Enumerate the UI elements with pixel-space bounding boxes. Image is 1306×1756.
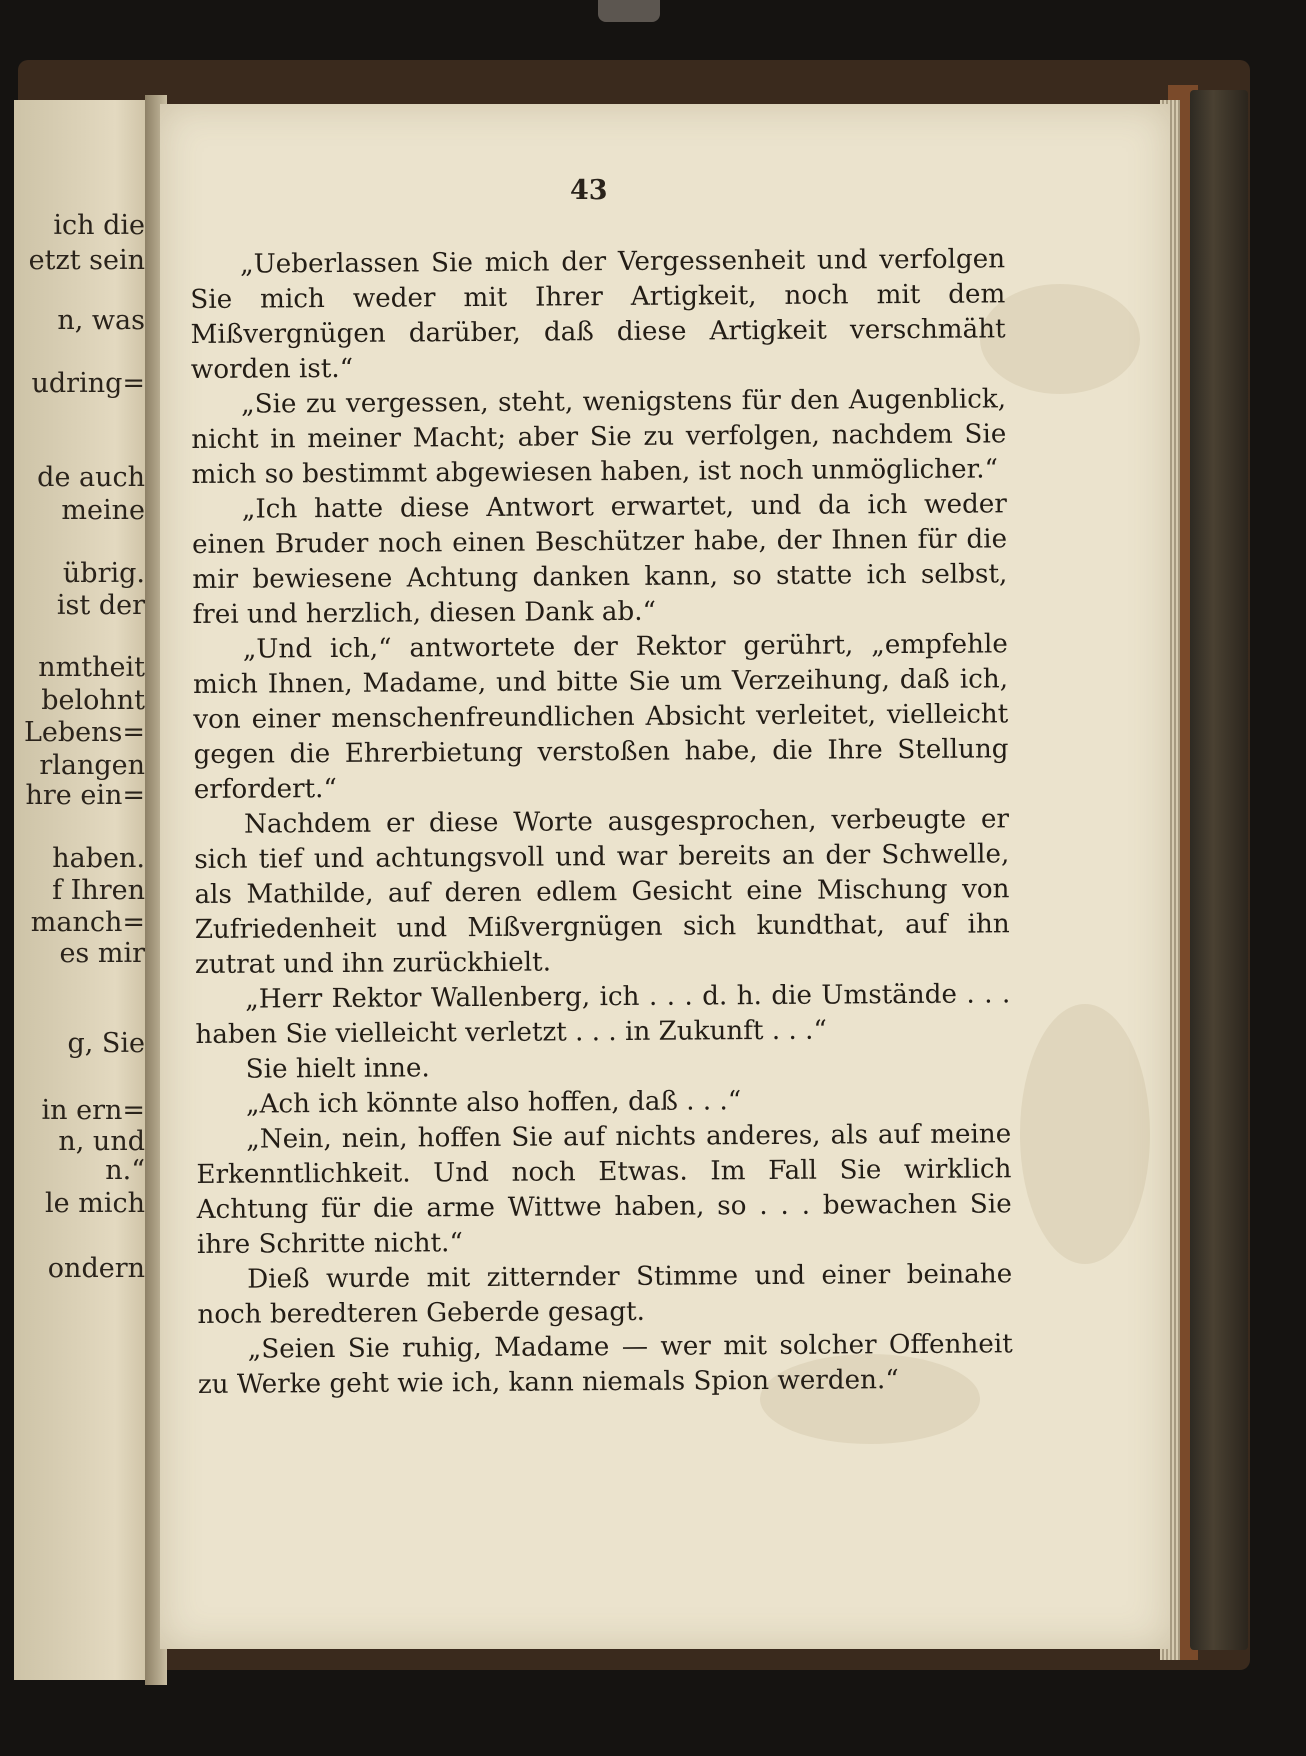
paragraph: Sie hielt inne. [245,1053,430,1085]
page-body-text [190,242,1013,1403]
paragraph: Nachdem er diese Worte ausgesprochen, verbeugte er sich tief und achtungsvoll und war bereits an der Schwelle, als Mathilde, auf deren edlem Gesicht eine Mischung von Zufriedenheit und Mißvergnügen sich kundthat, auf ihn zutrat und ihn zurückhielt. [194,804,1010,980]
prev-line: udring= [31,368,145,399]
prev-line: manch= [30,907,145,938]
prev-line: es mir [59,938,145,969]
paragraph: „Ich hatte diese Antwort erwartet, und da ich weder einen Bruder noch einen Beschützer habe, der Ihnen für die mir bewiesene Achtung danken kann, so statte ich selbst, frei und herzlich, diesen Dank ab.“ [191,489,1008,630]
paragraph: „Seien Sie ruhig, Madame — wer mit solcher Offenheit zu Werke geht wie ich, kann niemals Spion werden.“ [197,1329,1013,1400]
previous-page [14,100,159,1680]
paragraph: Dieß wurde mit zitternder Stimme und einer beinahe noch beredteren Geberde gesagt. [197,1259,1013,1330]
prev-line: g, Sie [67,1028,145,1059]
prev-line: übrig. [62,558,145,589]
page-number: 43 [570,175,608,206]
prev-line: in ern= [41,1095,145,1126]
prev-line: belohnt [41,685,145,716]
prev-line: nmtheit [38,652,145,683]
prev-line: le mich [45,1188,145,1219]
paragraph: „Nein, nein, hoffen Sie auf nichts anderes, als auf meine Erkenntlichkeit. Und noch Etwas. Im Fall Sie wirklich Achtung für die arme Wittwe haben, so . . . bewachen Sie ihre Schritte nicht.“ [196,1119,1012,1260]
prev-line: n.“ [105,1155,145,1186]
prev-line: n, was [57,305,145,336]
paper-stain [1020,1004,1150,1264]
paragraph: „Herr Rektor Wallenberg, ich . . . d. h. die Umstände . . . haben Sie vielleicht verletzt . . . in Zukunft . . .“ [195,979,1011,1050]
prev-line: Lebens= [23,717,145,748]
book-clasp [598,0,660,22]
prev-line: rlangen [39,750,145,781]
prev-line: f Ihren [52,875,145,906]
paragraph: „Und ich,“ antwortete der Rektor gerührt, „empfehle mich Ihnen, Madame, und bitte Sie um Verzeihung, daß ich, von einer menschenfreundlichen Absicht verleitet, vielleicht gegen die Ehrerbietung verstoßen habe, die Ihre Stellung erfordert.“ [192,629,1009,805]
prev-line: ondern [47,1253,145,1284]
prev-line: n, und [58,1126,145,1157]
prev-line: hre ein= [25,780,145,811]
prev-line: haben. [52,843,145,874]
prev-line: meine [61,495,145,526]
book-spine [1190,90,1248,1650]
prev-line: etzt sein [28,245,145,276]
prev-line: de auch [37,462,145,493]
prev-line: ich die [53,210,145,241]
paragraph: „Ach ich könnte also hoffen, daß . . .“ [245,1086,742,1120]
prev-line: ist der [56,590,145,621]
paragraph: „Ueberlassen Sie mich der Vergessenheit und verfolgen Sie mich weder mit Ihrer Artigkeit, noch mit dem Mißvergnügen darüber, daß diese Artigkeit verschmäht worden ist.“ [190,244,1006,385]
paragraph: „Sie zu vergessen, steht, wenigstens für den Augenblick, nicht in meiner Macht; aber Sie zu verfolgen, nachdem Sie mich so bestimmt abgewiesen haben, ist noch unmöglicher.“ [191,384,1007,490]
